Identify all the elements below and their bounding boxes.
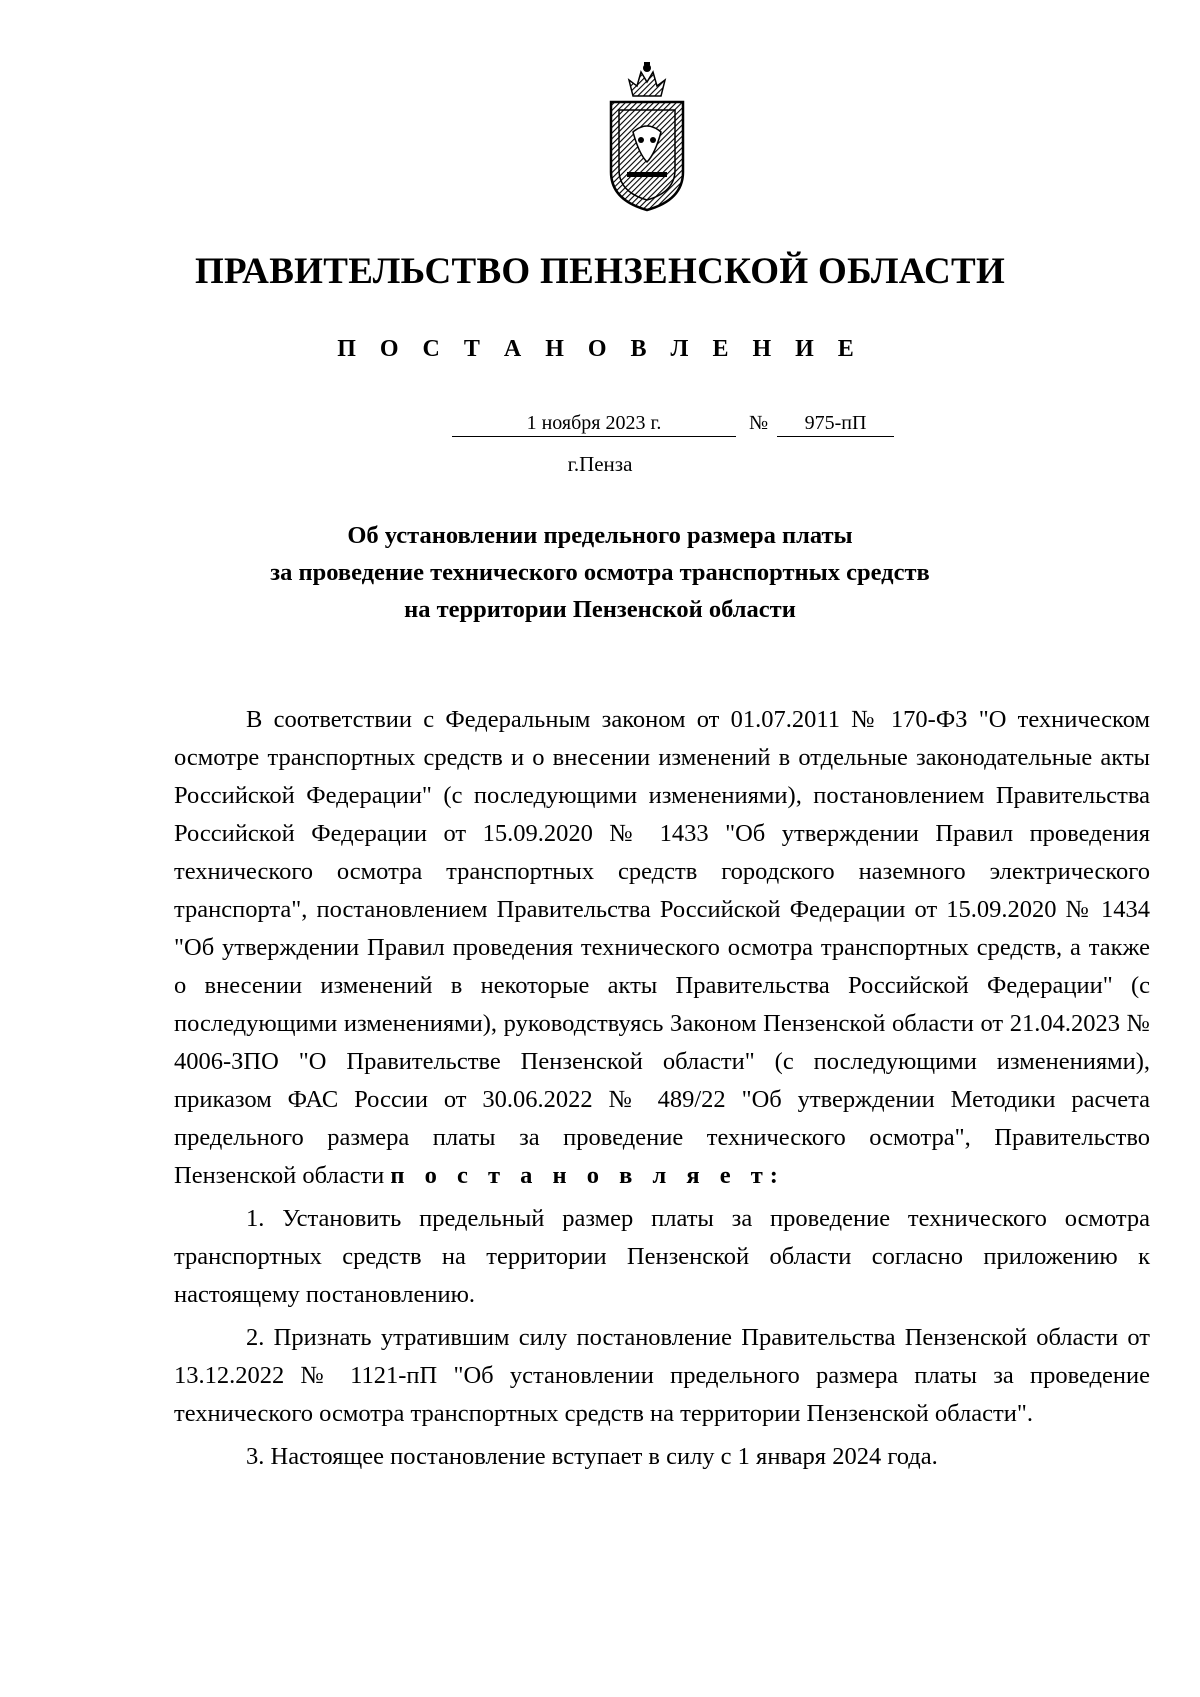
coat-of-arms-emblem-icon [603, 62, 691, 212]
decides-word: п о с т а н о в л я е т: [390, 1162, 785, 1189]
subject-line-3: на территории Пензенской области [404, 596, 796, 623]
document-body [174, 701, 1150, 1476]
subject-line-1: Об установлении предельного размера платы [347, 522, 853, 549]
item-1-paragraph: 1. Установить предельный размер платы за проведение технического осмотра транспортных средств на территории Пензенской области согласно приложению к настоящему постановлению. [174, 1205, 1150, 1308]
item-2-paragraph: 2. Признать утратившим силу постановление Правительства Пензенской области от 13.12.2022 № 1121-пП "Об установлении предельного размера платы за проведение технического осмотра транспортных средств на территории Пензенской области". [174, 1324, 1150, 1427]
document-city: г.Пенза [567, 452, 633, 476]
document-number: 975-пП [777, 410, 894, 437]
preamble-paragraph [174, 701, 1150, 1195]
number-sign: № [749, 412, 769, 434]
document-type: П О С Т А Н О В Л Е Н И Е [337, 336, 863, 362]
item-3-paragraph: 3. Настоящее постановление вступает в силу с 1 января 2024 года. [246, 1443, 938, 1470]
government-title: ПРАВИТЕЛЬСТВО ПЕНЗЕНСКОЙ ОБЛАСТИ [194, 251, 1006, 292]
document-date: 1 ноября 2023 г. [452, 410, 736, 437]
document-subject [0, 517, 1200, 628]
subject-line-2: за проведение технического осмотра транспортных средств [270, 559, 930, 586]
preamble-text: В соответствии с Федеральным законом от 01.07.2011 № 170-ФЗ "О техническом осмотре транспортных средств и о внесении изменений в отдельные законодательные акты Российской Федерации" (с последующими изменениями), постановлением Правительства Российской Федерации от 15.09.2020 № 1433 "Об утверждении Правил проведения технического осмотра транспортных средств городского наземного электрического транспорта", постановлением Правительства Российской Федерации от 15.09.2020 № 1434 "Об утверждении Правил проведения технического осмотра транспортных средств, а также о внесении изменений в некоторые акты Правительства Российской Федерации" (с последующими изменениями), руководствуясь Законом Пензенской области от 21.04.2023 № 4006-ЗПО "О Правительстве Пензенской области" (с последующими изменениями), приказом ФАС России от 30.06.2022 № 489/22 "Об утверждении Методики расчета предельного размера платы за проведение технического осмотра", Правительство Пензенской области [174, 706, 1150, 1189]
